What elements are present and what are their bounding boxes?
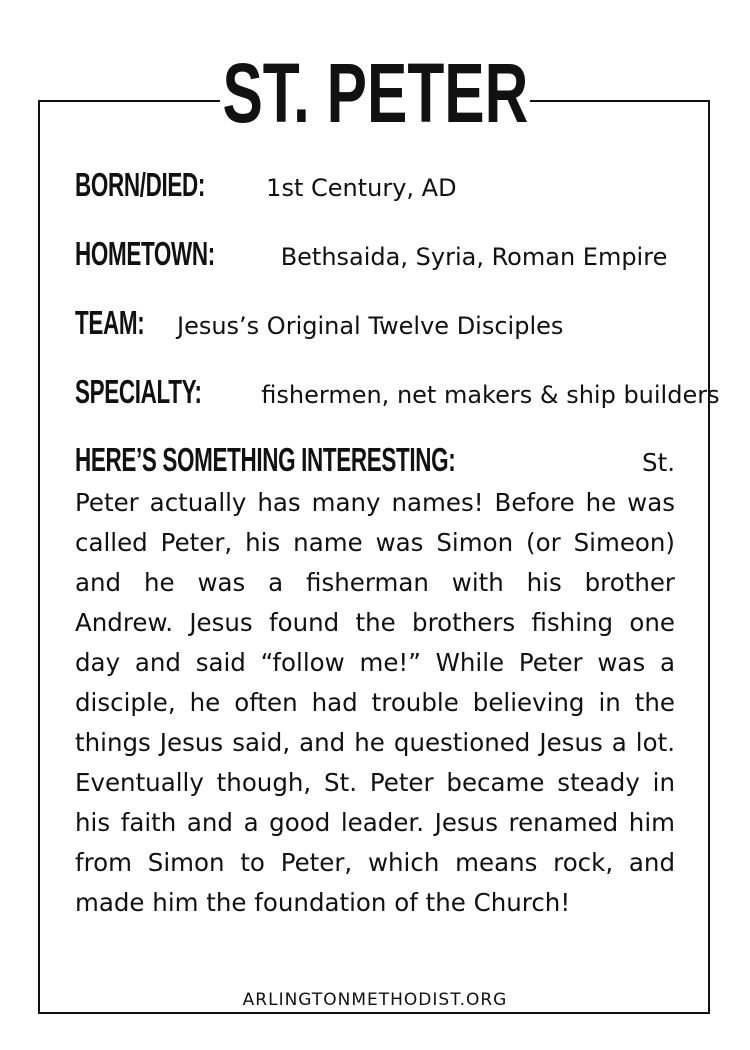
born-died-row xyxy=(75,168,675,205)
footer-url: ARLINGTONMETHODIST.ORG xyxy=(242,990,508,1010)
born-died-label: BORN/DIED: xyxy=(75,166,205,203)
hometown-label: HOMETOWN: xyxy=(75,235,215,272)
team-row xyxy=(75,306,675,343)
card-content xyxy=(75,166,720,923)
page-title: ST. PETER xyxy=(222,46,528,140)
specialty-label: SPECIALTY: xyxy=(75,373,202,410)
title-block xyxy=(220,28,530,158)
hometown-row xyxy=(75,237,675,274)
interesting-label: HERE’S SOMETHING INTERESTING: xyxy=(75,441,456,478)
specialty-row xyxy=(75,373,720,412)
interesting-paragraph xyxy=(75,440,675,923)
hometown-value: Bethsaida, Syria, Roman Empire xyxy=(280,243,668,271)
interesting-text: St. Peter actually has many names! Before he was called Peter, his name was Simon (or Simeon) and he was a fisherman with his brother Andrew. Jesus found the brothers fishing one day and said “follow me!” While Peter was a disciple, he often had trouble believing in the things Jesus said, and he questioned Jesus a lot. Eventually though, St. Peter became steady in his faith and a good leader. Jesus renamed him from Simon to Peter, which means rock, and made him the foundation of the Church! xyxy=(75,448,675,917)
born-died-value: 1st Century, AD xyxy=(266,174,457,202)
specialty-value: fishermen, net makers & ship builders xyxy=(261,381,720,409)
team-value: Jesus’s Original Twelve Disciples xyxy=(176,312,564,340)
team-label: TEAM: xyxy=(75,304,145,341)
